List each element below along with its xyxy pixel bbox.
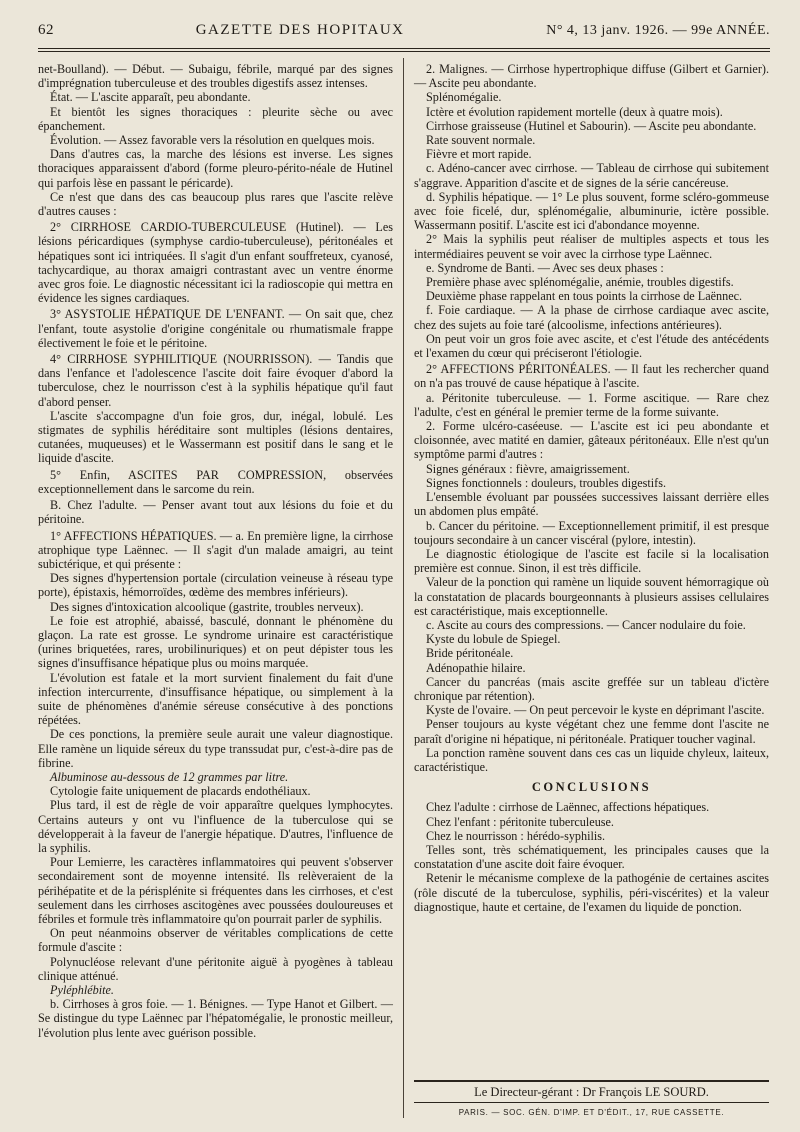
- header-rule: [38, 48, 770, 52]
- paragraph: d. Syphilis hépatique. — 1° Le plus souvent, forme scléro-gommeuse avec foie ficelé, dur, splénomégalie, albuminurie, ictère possible. Wassermann positif. L'ascite est ici d'abondance moyenne.: [414, 189, 769, 233]
- paragraph: Cancer du pancréas (mais ascite greffée sur un tableau d'ictère chronique par rétention).: [414, 674, 769, 703]
- paragraph: État. — L'ascite apparaît, peu abondante.: [50, 90, 251, 105]
- section-paragraph: 3° ASYSTOLIE HÉPATIQUE DE L'ENFANT. — On sait que, chez l'enfant, toute asystolie d'origine congénitale ou rhumatismale frappe électivement le foie et le péritoine.: [38, 307, 393, 350]
- paragraph: Ictère et évolution rapidement mortelle (deux à quatre mois).: [426, 104, 723, 119]
- paragraph: Signes généraux : fièvre, amaigrissement.: [426, 461, 630, 476]
- paragraph: Le diagnostic étiologique de l'ascite est facile si la localisation première est connue. Sinon, il est très difficile.: [414, 546, 769, 576]
- paragraph: Première phase avec splénomégalie, anémie, troubles digestifs.: [426, 275, 734, 290]
- paragraph: Deuxième phase rappelant en tous points la cirrhose de Laënnec.: [426, 289, 743, 304]
- paragraph: L'ensemble évoluant par poussées successives laissant derrière elles un abdomen plus empâté.: [414, 490, 769, 519]
- paragraph: Valeur de la ponction qui ramène un liquide souvent hémorragique où la constatation de placards bourgeonnants à plusieurs assises cellulaires est caractéristique, mais exceptionnelle.: [414, 575, 769, 618]
- paragraph: Rate souvent normale.: [426, 133, 536, 148]
- paragraph: Des signes d'hypertension portale (circulation veineuse à réseau type porte), épistaxis, hémorroïdes, œdème des membres inférieurs).: [38, 571, 393, 600]
- paragraph: L'évolution est fatale et la mort survient finalement du fait d'une infection intercurrente, d'insuffisance hépatique, ou simplement à la suite de phénomènes d'anémie séreuse consécutive à des ponctions répétées.: [38, 670, 393, 728]
- paragraph: On peut néanmoins observer de véritables complications de cette formule d'ascite :: [38, 926, 393, 955]
- paragraph: Splénomégalie.: [426, 90, 502, 105]
- paragraph: b. Cirrhoses à gros foie. — 1. Bénignes. — Type Hanot et Gilbert. — Se distingue du type Laënnec par l'hépatomégalie, le pronostic meilleur, l'évolution plus lente avec guérison possible.: [38, 997, 393, 1040]
- section-paragraph: 1° AFFECTIONS HÉPATIQUES. — a. En première ligne, la cirrhose atrophique type Laënnec. — Il s'agit d'un malade amaigri, au teint subictérique, et qui présente :: [38, 528, 393, 571]
- paragraph: b. Cancer du péritoine. — Exceptionnellement primitif, il est presque toujours secondaire à un cancer viscéral (pylore, intestin).: [414, 518, 769, 547]
- paragraph: Cytologie faite uniquement de placards endothéliaux.: [50, 784, 311, 799]
- paragraph: 2° Mais la syphilis peut réaliser de multiples aspects et tous les intermédiaires peuvent se voir avec la cirrhose type Laënnec.: [414, 232, 769, 261]
- paragraph: Évolution. — Assez favorable vers la résolution en quelques mois.: [50, 133, 375, 148]
- conclusion-paragraph: Chez l'adulte : cirrhose de Laënnec, affections hépatiques.: [426, 800, 710, 815]
- paragraph: Pour Lemierre, les caractères inflammatoires qui peuvent s'observer secondairement sont de moyenne intensité. Ils relèveraient de la périhépatite et de la périsplénite si fréquentes dans les cirrhoses, et c'est seulement dans les cirrhoses ascitogènes avec poussées douloureuses et fébriles et formule très inflammatoire qu'on pourrait parler de syphilis.: [38, 855, 393, 926]
- paragraph: Le foie est atrophié, abaissé, basculé, donnant le phénomène du glaçon. La rate est grosse. Le syndrome urinaire est caractéristique (urines briquetées, rares, urobilinuriques) et on peut dépister tous les signes d'insuffisance hépatique plus ou moins marquée.: [38, 613, 393, 671]
- page-number: 62: [38, 22, 54, 38]
- paragraph: net-Boulland). — Début. — Subaigu, fébrile, marqué par des signes d'imprégnation tuberculeuse et des troubles digestifs assez intenses.: [38, 62, 393, 91]
- right-column: [414, 62, 769, 914]
- paragraph: On peut voir un gros foie avec ascite, et c'est l'étude des antécédents et l'examen du cœur qui préciseront l'étiologie.: [414, 331, 769, 361]
- paragraph: Pyléphlébite.: [50, 983, 114, 997]
- issue-info: N° 4, 13 janv. 1926. — 99e ANNÉE.: [546, 23, 770, 38]
- subsection-heading: B. Chez l'adulte. — Penser avant tout aux lésions du foie et du péritoine.: [38, 498, 393, 527]
- conclusions-heading: CONCLUSIONS: [531, 780, 652, 795]
- paragraph: La ponction ramène souvent dans ces cas un liquide chyleux, laiteux, caractéristique.: [414, 745, 769, 774]
- conclusion-paragraph: Telles sont, très schématiquement, les principales causes que la constatation d'une ascite doit faire évoquer.: [414, 842, 769, 872]
- paragraph: De ces ponctions, la première seule aurait une valeur diagnostique. Elle ramène un liquide séreux du type transsudat pur, c'est-à-dire pas de fibrine.: [38, 727, 393, 770]
- paragraph: L'ascite s'accompagne d'un foie gros, dur, inégal, lobulé. Les stigmates de syphilis héréditaire sont multiples (lésions dentaires, cutanées, muqueuses) et le Wassermann est positif dans le sang et le liquide d'ascite.: [38, 408, 393, 466]
- paragraph: Plus tard, il est de règle de voir apparaître quelques lymphocytes. Certains auteurs y ont vu l'influence de la tuberculose qui se développerait à la faveur de l'anergie hépatique. D'autres, l'influence de la syphilis.: [38, 798, 393, 855]
- page-footer: [414, 1080, 769, 1117]
- paragraph: Penser toujours au kyste végétant chez une femme dont l'ascite ne paraît d'origine ni hépatique, ni péritonéale. Pratiquer toucher vaginal.: [414, 717, 769, 746]
- paragraph: f. Foie cardiaque. — A la phase de cirrhose cardiaque avec ascite, chez des sujets au foie taré (alcoolisme, infections antérieures).: [414, 303, 769, 332]
- paragraph: Bride péritonéale.: [426, 646, 514, 661]
- director-signature: Le Directeur-gérant : Dr François LE SOURD.: [474, 1085, 709, 1099]
- paragraph: 2. Malignes. — Cirrhose hypertrophique diffuse (Gilbert et Garnier). — Ascite peu abondante.: [414, 62, 769, 91]
- paragraph: Signes fonctionnels : douleurs, troubles digestifs.: [426, 475, 667, 490]
- paragraph: Cirrhose graisseuse (Hutinel et Sabourin). — Ascite peu abondante.: [426, 118, 757, 133]
- left-column: [38, 62, 393, 1040]
- paragraph: Fièvre et mort rapide.: [426, 147, 532, 162]
- paragraph: a. Péritonite tuberculeuse. — 1. Forme ascitique. — Rare chez l'adulte, c'est en général le premier terme de la forme suivante.: [414, 390, 769, 419]
- journal-title: GAZETTE DES HOPITAUX: [195, 22, 405, 38]
- paragraph: 2. Forme ulcéro-caséeuse. — L'ascite est ici peu abondante et cloisonnée, avec matité en damier, gâteaux péritonéaux. Elle n'est qu'un symptôme parmi d'autres :: [414, 419, 769, 462]
- conclusion-paragraph: Chez l'enfant : péritonite tuberculeuse.: [426, 814, 614, 829]
- paragraph: Ce n'est que dans des cas beaucoup plus rares que l'ascite relève d'autres causes :: [38, 189, 393, 219]
- section-paragraph: 2° AFFECTIONS PÉRITONÉALES. — Il faut les rechercher quand on n'a pas trouvé de cause hépatique à l'ascite.: [414, 362, 769, 391]
- paragraph: e. Syndrome de Banti. — Avec ses deux phases :: [426, 260, 664, 275]
- paragraph: Albuminose au-dessous de 12 grammes par litre.: [50, 769, 289, 784]
- paragraph: Et bientôt les signes thoraciques : pleurite sèche ou avec épanchement.: [38, 104, 393, 133]
- paragraph: Kyste de l'ovaire. — On peut percevoir le kyste en déprimant l'ascite.: [426, 703, 765, 718]
- section-paragraph: 4° CIRRHOSE SYPHILITIQUE (NOURRISSON). — Tandis que dans l'enfance et l'adolescence l'ascite doit faire évoquer d'abord la tuberculose, chez le nourrisson c'est à la syphilis hépatique qu'il faut d'abord penser.: [38, 352, 393, 409]
- conclusion-paragraph: Retenir le mécanisme complexe de la pathogénie de certaines ascites (rôle discuté de la tuberculose, syphilis, péri-viscérites) et la valeur diagnostique, haute et certaine, de l'examen du liquide de ponction.: [414, 871, 769, 914]
- paragraph: Kyste du lobule de Spiegel.: [426, 632, 561, 647]
- conclusion-paragraph: Chez le nourrisson : hérédo-syphilis.: [426, 828, 606, 843]
- paragraph: c. Ascite au cours des compressions. — Cancer nodulaire du foie.: [426, 617, 746, 632]
- section-paragraph: 2° CIRRHOSE CARDIO-TUBERCULEUSE (Hutinel). — Les lésions péricardiques (symphyse cardio-tuberculeuse), péritonéales et hépatiques sont ici intriquées. Il s'agit d'un enfant souffreteux, cyanosé, tachycardique, au thorax amaigri contrastant avec un ventre énorme avec gros foie. Le diagnostic nécessitant ici la radioscopie qui mettra en évidence les signes cardiaques.: [38, 220, 393, 306]
- paragraph: Des signes d'intoxication alcoolique (gastrite, troubles nerveux).: [50, 599, 364, 614]
- paragraph: Dans d'autres cas, la marche des lésions est inverse. Les signes thoraciques apparaissent d'abord (forme pleuro-périto-néale de Hutinel qui parfois lèse en passant le péricarde).: [38, 147, 393, 190]
- section-paragraph: 5° Enfin, ASCITES PAR COMPRESSION, observées exceptionnellement dans le sarcome du rein.: [38, 467, 393, 496]
- paragraph: Adénopathie hilaire.: [426, 660, 526, 675]
- paragraph: c. Adéno-cancer avec cirrhose. — Tableau de cirrhose qui subitement s'aggrave. Apparition d'ascite et de signes de la série cancéreuse.: [414, 161, 769, 190]
- column-divider: [403, 58, 404, 1118]
- printer-imprint: PARIS. — SOC. GÉN. D'IMP. ET D'ÉDIT., 17, RUE CASSETTE.: [458, 1108, 725, 1117]
- paragraph: Polynucléose relevant d'une péritonite aiguë à pyogènes à tableau clinique atténué.: [38, 954, 393, 983]
